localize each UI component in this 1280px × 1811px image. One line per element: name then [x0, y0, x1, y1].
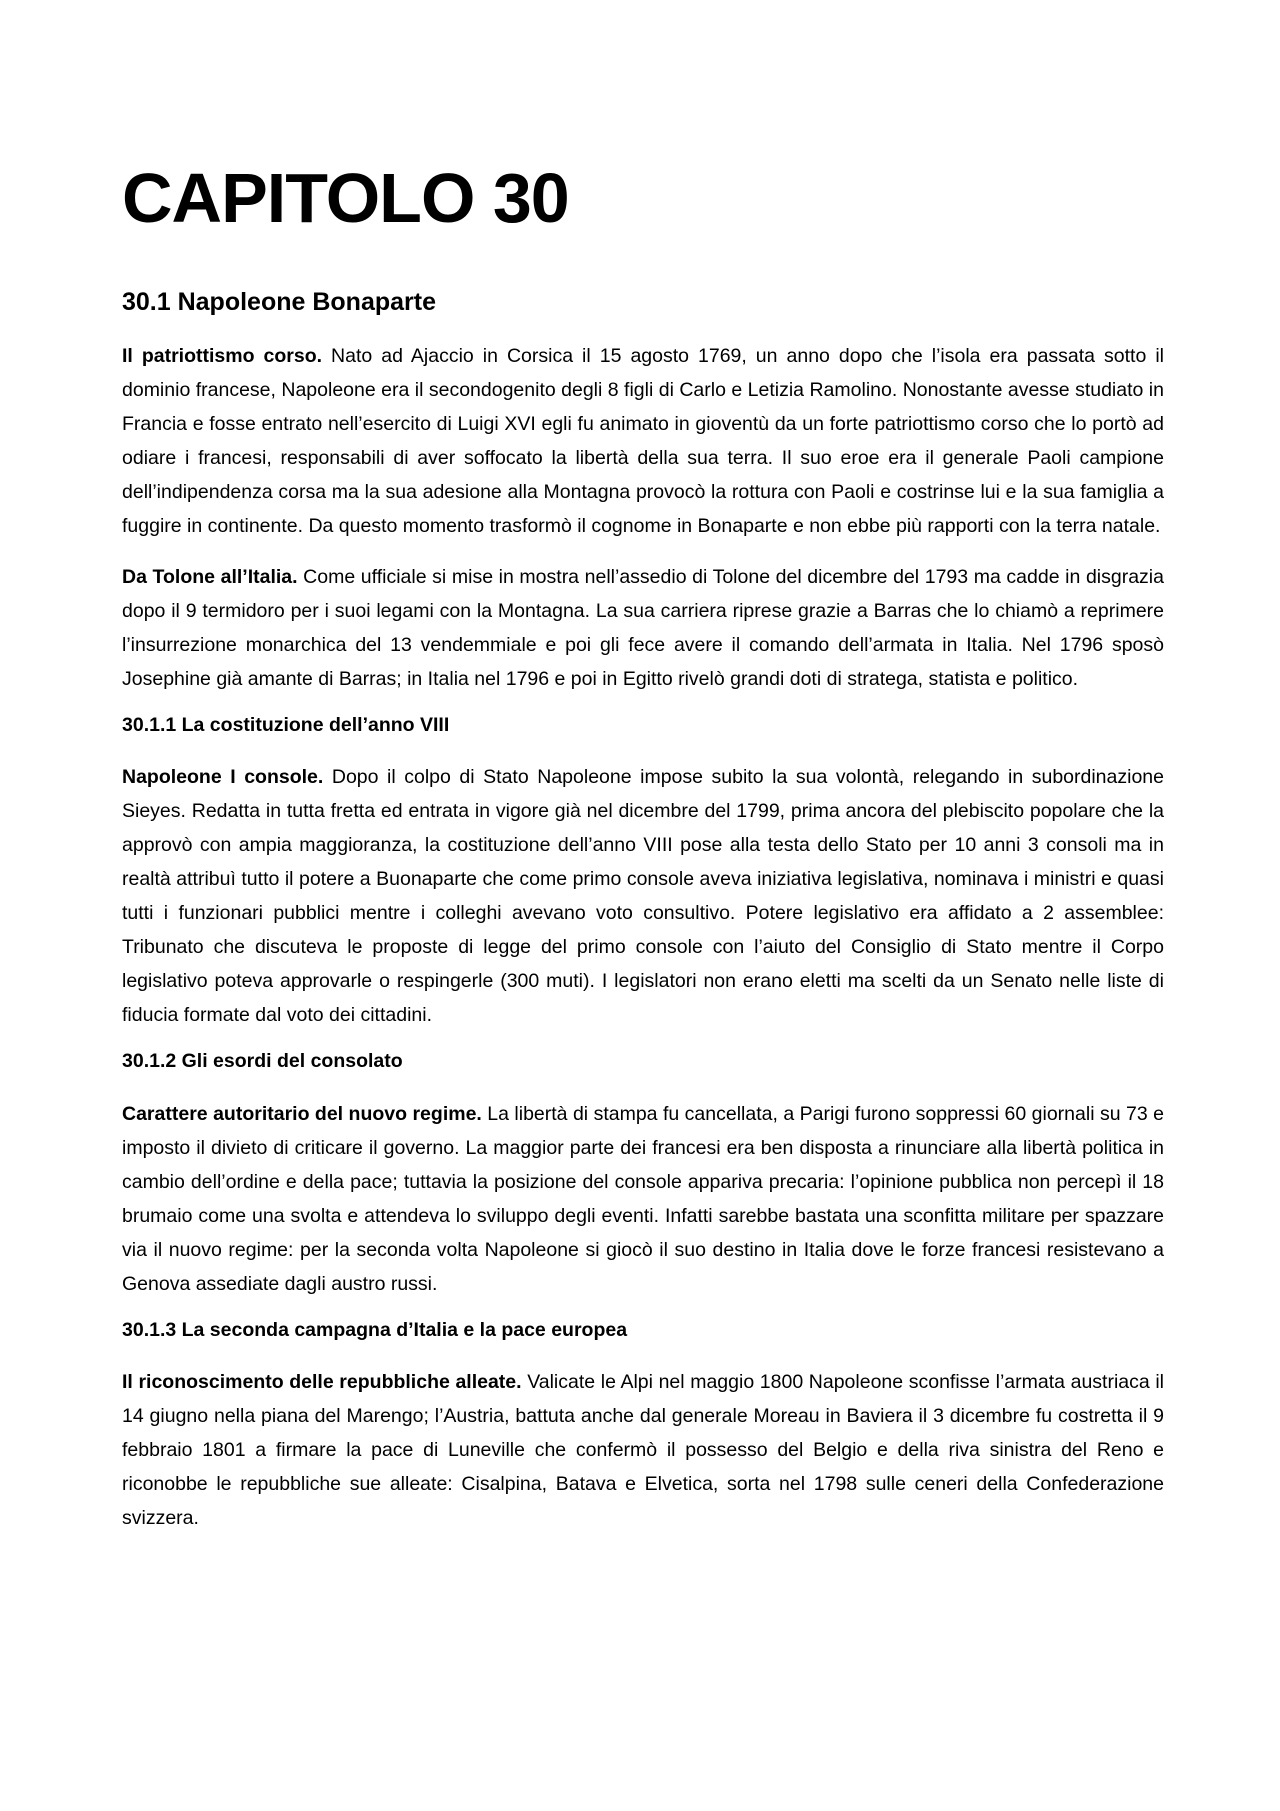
paragraph-text: Nato ad Ajaccio in Corsica il 15 agosto 1769, un anno dopo che l’isola era passata sotto il dominio francese, Napoleone era il secondogenito degli 8 figli di Carlo e Letizia Ramolino. Nonostante avesse studiato in Francia e fosse entrato nell’esercito di Luigi XVI egli fu animato in gioventù da un forte patriottismo corso che lo portò ad odiare i francesi, responsabili di aver soffocato la libertà della sua terra. Il suo eroe era il generale Paoli campione dell’indipendenza corsa ma la sua adesione alla Montagna provocò la rottura con Paoli e costrinse lui e la sua famiglia a fuggire in continente. Da questo momento trasformò il cognome in Bonaparte e non ebbe più rapporti con la terra natale. [122, 345, 1164, 537]
paragraph-lead: Il riconoscimento delle repubbliche alleate. [122, 1371, 522, 1394]
paragraph-text: La libertà di stampa fu cancellata, a Parigi furono soppressi 60 giornali su 73 e imposto il divieto di criticare il governo. La maggior parte dei francesi era ben disposta a rinunciare alla libertà politica in cambio dell’ordine e della pace; tuttavia la posizione del console appariva precaria: l’opinione pubblica non percepì il 18 brumaio come una svolta e attendeva lo sviluppo degli eventi. Infatti sarebbe bastata una sconfitta militare per spazzare via il nuovo regime: per la seconda volta Napoleone si giocò il suo destino in Italia dove le forze francesi resistevano a Genova assediate dagli austro russi. [122, 1102, 1164, 1295]
subsection-heading-costituzione: 30.1.1 La costituzione dell’anno VIII [122, 714, 450, 736]
paragraph-tolone [122, 560, 1164, 696]
paragraph-lead: Da Tolone all’Italia. [122, 566, 298, 588]
document-page [122, 160, 1164, 1552]
paragraph-lead: Il patriottismo corso. [122, 345, 323, 367]
paragraph-text: Dopo il colpo di Stato Napoleone impose subito la sua volontà, relegando in subordinazione Sieyes. Redatta in tutta fretta ed entrata in vigore già nel dicembre del 1799, prima ancora del plebiscito popolare che la approvò con ampia maggioranza, la costituzione dell’anno VIII pose alla testa dello Stato per 10 anni 3 consoli ma in realtà attribuì tutto il potere a Buonaparte che come primo console aveva iniziativa legislativa, nominava i ministri e quasi tutti i funzionari pubblici mentre i colleghi avevano voto consultivo. Potere legislativo era affidato a 2 assemblee: Tribunato che discuteva le proposte di legge del primo console con l’aiuto del Consiglio di Stato mentre il Corpo legislativo poteva approvarle o respingerle (300 muti). I legislatori non erano eletti ma scelti da un Senato nelle liste di fiducia formate dal voto dei cittadini. [122, 766, 1164, 1027]
paragraph-console [122, 760, 1164, 1032]
paragraph-lead: Carattere autoritario del nuovo regime. [122, 1102, 482, 1125]
section-heading: 30.1 Napoleone Bonaparte [122, 288, 436, 316]
chapter-title: CAPITOLO 30 [122, 159, 569, 237]
paragraph-text: Valicate le Alpi nel maggio 1800 Napoleone sconfisse l’armata austriaca il 14 giugno nella piana del Marengo; l’Austria, battuta anche dal generale Moreau in Baviera il 3 dicembre fu costretta il 9 febbraio 1801 a firmare la pace di Luneville che confermò il possesso del Belgio e della riva sinistra del Reno e riconobbe le repubbliche sue alleate: Cisalpina, Batava e Elvetica, sorta nel 1798 sulle ceneri della Confederazione svizzera. [122, 1371, 1164, 1530]
subsection-heading-consolato: 30.1.2 Gli esordi del consolato [122, 1050, 403, 1073]
paragraph-text: Come ufficiale si mise in mostra nell’assedio di Tolone del dicembre del 1793 ma cadde in disgrazia dopo il 9 termidoro per i suoi legami con la Montagna. La sua carriera riprese grazie a Barras che lo chiamò a reprimere l’insurrezione monarchica del 13 vendemmiale e poi gli fece avere il comando dell’armata in Italia. Nel 1796 sposò Josephine già amante di Barras; in Italia nel 1796 e poi in Egitto rivelò grandi doti di stratega, statista e politico. [122, 566, 1164, 690]
paragraph-regime [122, 1097, 1164, 1301]
subsection-heading-campagna: 30.1.3 La seconda campagna d’Italia e la pace europea [122, 1318, 628, 1341]
paragraph-repubbliche [122, 1365, 1164, 1535]
paragraph-lead: Napoleone I console. [122, 766, 324, 789]
paragraph-patriottismo [122, 339, 1164, 543]
